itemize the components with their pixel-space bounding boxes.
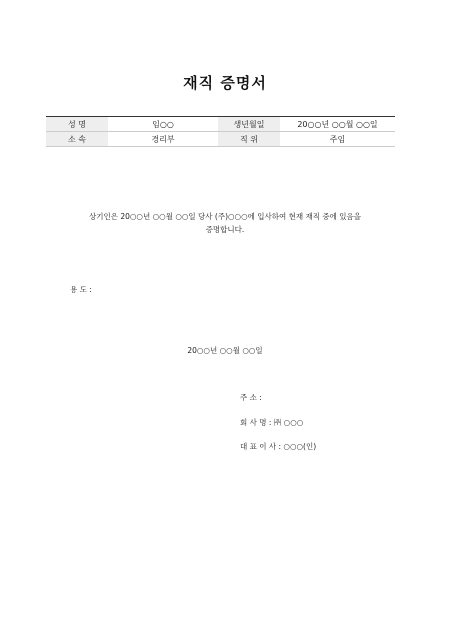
purpose-label: 용 도 : [70,285,92,294]
position-label: 직 위 [218,132,280,147]
employee-info-table [46,116,395,147]
ceo-signature: 대 표 이 사 : ○○○(인) [240,442,317,451]
company-name: 회 사 명 : ㈜ ○○○ [240,418,304,427]
name-value: 임○○ [108,117,218,132]
department-label: 소 속 [46,132,108,147]
table-row [46,117,395,132]
statement-line: 상기인은 20○○년 ○○월 ○○일 당사 (주)○○○에 입사하여 현재 재직 중에 있음을 [88,212,361,221]
birthdate-value: 20○○년 ○○월 ○○일 [280,117,395,132]
department-value: 경리부 [108,132,218,147]
birthdate-label: 생년월일 [218,117,280,132]
document-title: 재직 증명서 [183,74,267,92]
statement-line: 증명합니다. [205,225,245,234]
certification-statement [46,210,404,236]
company-address: 주 소 : [240,393,262,402]
issue-date: 20○○년 ○○월 ○○일 [187,346,263,355]
position-value: 주임 [280,132,395,147]
name-label: 성 명 [46,117,108,132]
table-row [46,132,395,147]
